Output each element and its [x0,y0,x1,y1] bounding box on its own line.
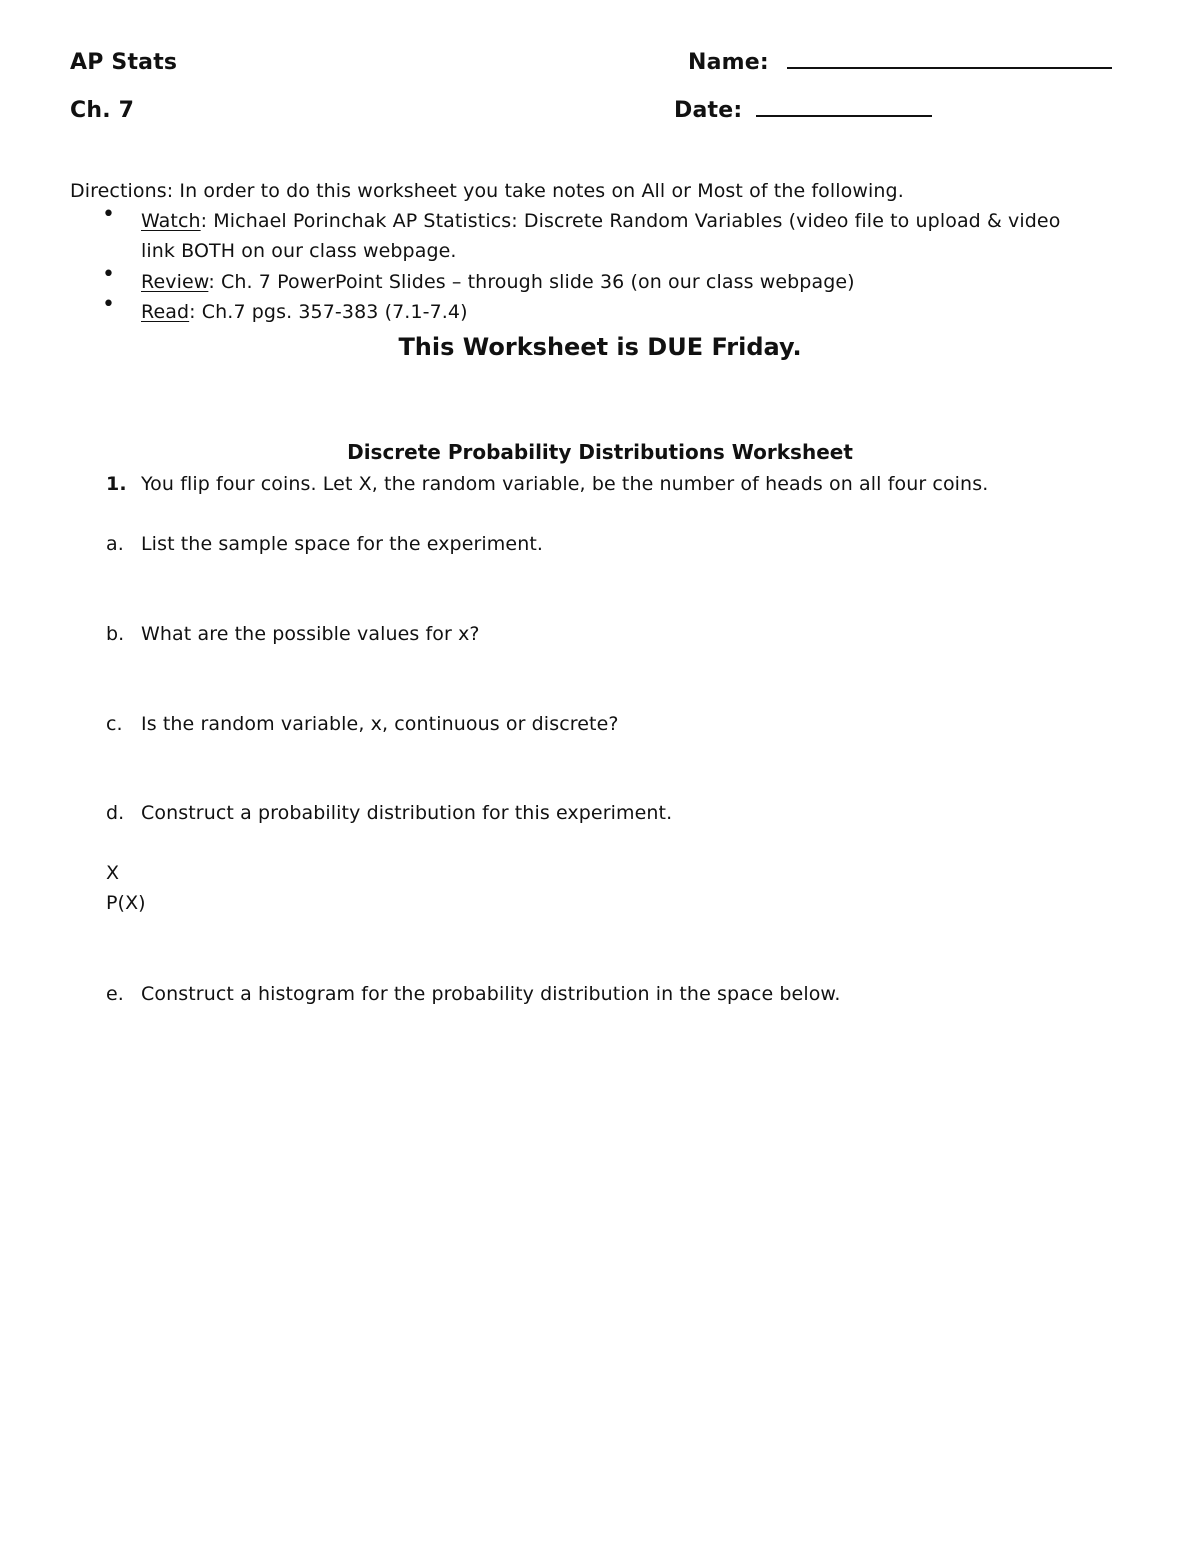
bullet-icon: • [102,262,115,287]
part-c-letter: c. [106,713,123,735]
part-a-text: List the sample space for the experiment. [141,533,544,555]
part-e-letter: e. [106,983,124,1005]
part-b-text: What are the possible values for x? [141,623,480,645]
date-field [674,98,932,123]
part-d-letter: d. [106,802,125,824]
name-blank[interactable] [787,67,1112,69]
table-px-label: P(X) [106,892,146,914]
watch-text-cont: link BOTH on our class webpage. [141,240,457,262]
directions-item-review [141,271,855,293]
part-c-text: Is the random variable, x, continuous or discrete? [141,713,619,735]
bullet-icon: • [102,202,115,227]
watch-text: : Michael Porinchak AP Statistics: Discrete Random Variables (video file to upload & video [200,210,1061,232]
directions [70,180,904,202]
review-label: Review [141,271,209,293]
bullet-icon: • [102,292,115,317]
table-x-label: X [106,862,120,884]
part-d-text: Construct a probability distribution for this experiment. [141,802,673,824]
read-text: : Ch.7 pgs. 357-383 (7.1-7.4) [189,301,468,323]
worksheet-title: Discrete Probability Distributions Worksheet [347,440,853,464]
part-a-letter: a. [106,533,124,555]
directions-label: Directions: [70,180,174,202]
part-e-text: Construct a histogram for the probability distribution in the space below. [141,983,841,1005]
name-label: Name: [688,50,769,75]
chapter-label: Ch. 7 [70,98,135,123]
read-label: Read [141,301,190,323]
name-field [688,50,1112,75]
date-blank[interactable] [756,115,932,117]
question-number: 1. [106,473,127,495]
directions-item-watch [141,210,1060,232]
part-b-letter: b. [106,623,125,645]
review-text: : Ch. 7 PowerPoint Slides – through slide 36 (on our class webpage) [208,271,855,293]
question-text: You flip four coins. Let X, the random variable, be the number of heads on all four coins. [141,473,989,495]
course-label: AP Stats [70,50,178,75]
date-label: Date: [674,98,743,123]
watch-label: Watch [141,210,201,232]
directions-text: In order to do this worksheet you take notes on All or Most of the following. [179,180,904,202]
directions-item-read [141,301,468,323]
due-notice: This Worksheet is DUE Friday. [398,333,802,361]
